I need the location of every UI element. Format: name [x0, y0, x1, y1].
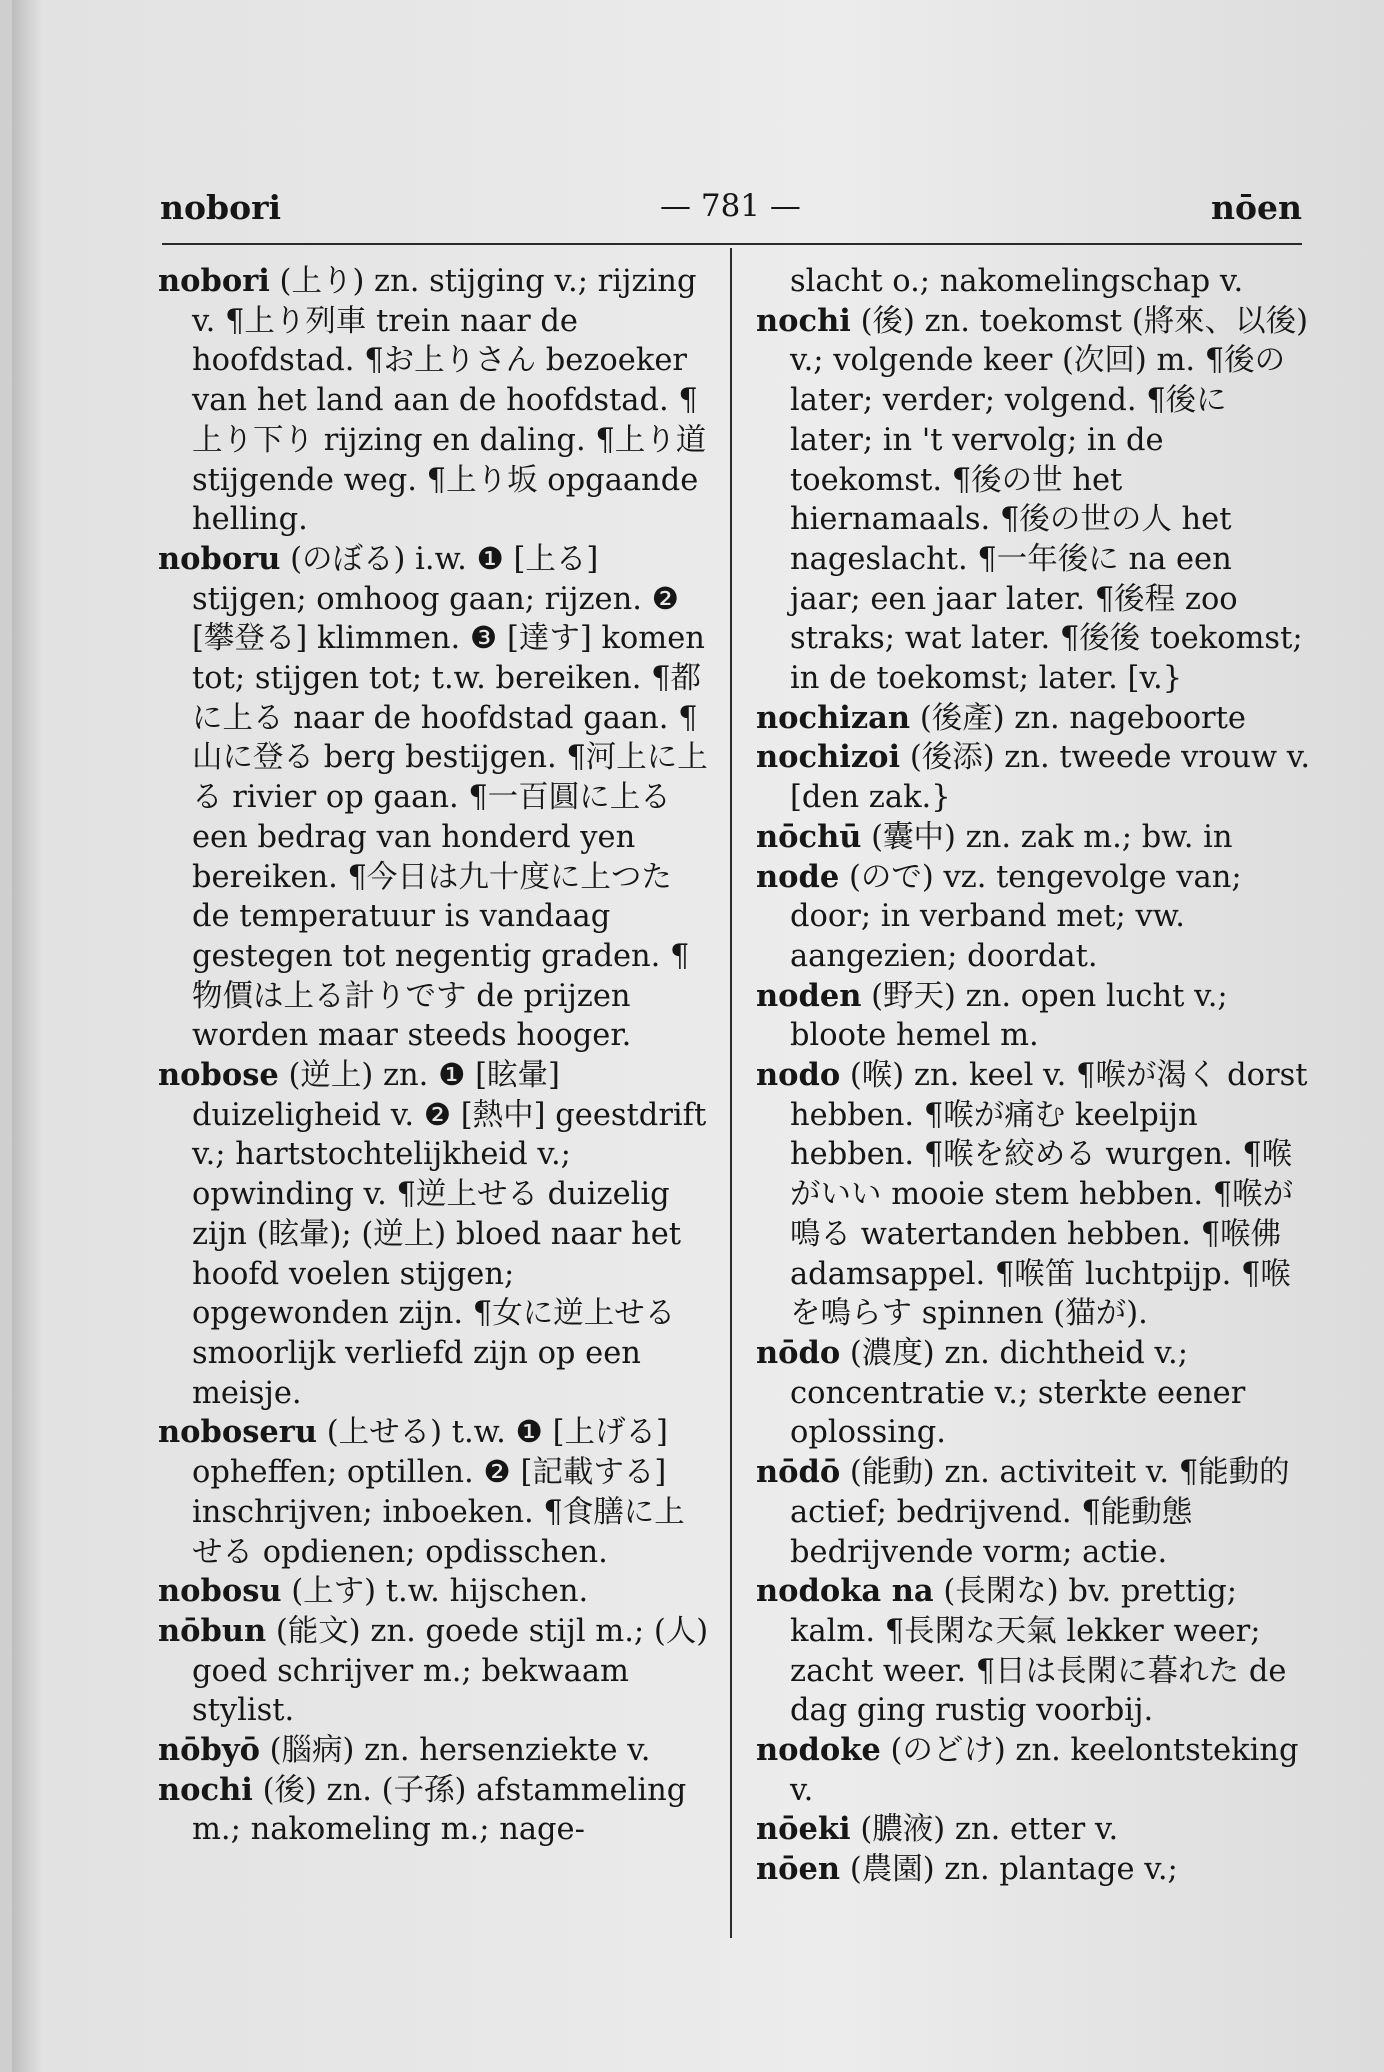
headword: nōdō [756, 1454, 841, 1491]
entry-body: (農園) zn. plantage v.; [849, 1852, 1178, 1888]
entry-body: (上り) zn. stijging v.; rijzing v. ¶上り列車 trein naar de hoofdstad. ¶お上りさん bezoeker van het land aan de hoofdstad. ¶上り下り rijzing en daling. ¶上り道 stijgende weg. ¶上り坂 opgaande helling. [192, 264, 707, 538]
entry-body: (後) zn. (子孫) afstammeling m.; nakomeling m.; nage- [192, 1772, 687, 1848]
entry-body: (囊中) zn. zak m.; bw. in [871, 819, 1233, 855]
headword: nochizoi [756, 739, 901, 776]
dictionary-entry [158, 262, 714, 540]
dictionary-entry [158, 1612, 714, 1731]
headword: nobosu [158, 1573, 282, 1610]
dictionary-entry [756, 1731, 1312, 1810]
page-number: — 781 — [660, 188, 801, 224]
headword: nōchū [756, 818, 862, 855]
dictionary-entry [756, 1572, 1312, 1731]
column-divider [730, 248, 732, 1938]
entry-body: (能動) zn. activiteit v. ¶能動的 actief; bedrijvend. ¶能動態 bedrijvende vorm; actie. [790, 1455, 1290, 1570]
entry-body: (腦病) zn. hersenziekte v. [269, 1733, 651, 1769]
dictionary-entry [756, 1850, 1312, 1890]
dictionary-entry [756, 1453, 1312, 1572]
right-column [756, 262, 1312, 1890]
dictionary-entry [756, 1334, 1312, 1453]
headword: node [756, 858, 840, 895]
entry-body: (のぼる) i.w. ❶ [上る] stijgen; omhoog gaan; rijzen. ❷ [攀登る] klimmen. ❸ [達す] komen tot; stijgen tot; t.w. bereiken. ¶都に上る naar de hoofdstad gaan. ¶山に登る berg bestijgen. ¶河上に上る rivier op gaan. ¶一百圓に上る een bedrag van honderd yen bereiken. ¶今日は九十度に上つた de temperatuur is vandaag gestegen tot negentig graden. ¶物價は上る計りです de prijzen worden maar steeds hooger. [192, 541, 708, 1054]
dictionary-entry [158, 1731, 714, 1771]
entry-body: (長閑な) bv. prettig; kalm. ¶長閑な天氣 lekker weer; zacht weer. ¶日は長閑に暮れた de dag ging rustig voorbij. [790, 1574, 1287, 1729]
entry-body: (上す) t.w. hijschen. [291, 1574, 589, 1610]
dictionary-page [12, 0, 1384, 2072]
headword: nōeki [756, 1811, 851, 1848]
headword: nōdo [756, 1334, 841, 1371]
headword: nodoke [756, 1732, 881, 1769]
entry-body: (のどけ) zn. keelontsteking v. [790, 1733, 1299, 1808]
headword: noden [756, 977, 862, 1014]
entry-body: (能文) zn. goede stijl m.; (人) goed schrijver m.; bekwaam stylist. [192, 1613, 709, 1729]
dictionary-entry [158, 1413, 714, 1572]
headword: nodo [756, 1057, 841, 1094]
entry-body: (後添) zn. tweede vrouw v. [den zak.} [790, 740, 1311, 816]
headword: nobori [158, 263, 270, 299]
dictionary-entry [756, 977, 1312, 1056]
headword: nodoka na [756, 1573, 934, 1610]
dictionary-entry [756, 818, 1312, 858]
left-guide-word: nobori [160, 188, 282, 227]
entry-body: slacht o.; nakomelingschap v. [790, 264, 1244, 299]
dictionary-entry-continuation [756, 262, 1312, 302]
headword: noboru [158, 540, 281, 577]
dictionary-entry [756, 699, 1312, 739]
headword: nochi [158, 1771, 253, 1808]
headword: nōbyō [158, 1732, 260, 1769]
dictionary-entry [756, 302, 1312, 699]
headword: nochizan [756, 699, 911, 736]
entry-body: (後產) zn. nageboorte [919, 700, 1246, 736]
right-guide-word: nōen [1211, 188, 1302, 227]
left-column [158, 262, 714, 1850]
dictionary-entry [756, 1056, 1312, 1334]
headword: nobose [158, 1057, 279, 1094]
dictionary-entry [158, 540, 714, 1056]
headword: nōen [756, 1851, 841, 1888]
entry-body: (膿液) zn. etter v. [860, 1812, 1119, 1848]
entry-body: (喉) zn. keel v. ¶喉が渴く dorst hebben. ¶喉が痛む keelpijn hebben. ¶喉を絞める wurgen. ¶喉がいい mooie stem hebben. ¶喉が鳴る watertanden hebben. ¶喉佛 adamsappel. ¶喉笛 luchtpijp. ¶喉を鳴らす spinnen (猫が). [790, 1058, 1308, 1332]
entry-body: (ので) vz. tengevolge van; door; in verband met; vw. aangezien; doordat. [790, 859, 1242, 974]
entry-body: (逆上) zn. ❶ [眩暈] duizeligheid v. ❷ [熱中] geestdrift v.; hartstochtelijkheid v.; opwinding v. ¶逆上せる duizelig zijn (眩暈); (逆上) bloed naar het hoofd voelen stijgen; opgewonden zijn. ¶女に逆上せる smoorlijk verliefd zijn op een meisje. [192, 1058, 707, 1411]
dictionary-entry [158, 1056, 714, 1413]
entry-body: (野天) zn. open lucht v.; bloote hemel m. [790, 978, 1228, 1054]
dictionary-entry [756, 738, 1312, 817]
entry-body: (後) zn. toekomst (將來、以後) v.; volgende keer (次回) m. ¶後の later; verder; volgend. ¶後に later; in 't vervolg; in de toekomst. ¶後の世 het hiernamaals. ¶後の世の人 het nageslacht. ¶一年後に na een jaar; een jaar later. ¶後程 zoo straks; wat later. ¶後後 toekomst; in de toekomst; later. [v.} [790, 303, 1308, 697]
header-rule [162, 243, 1302, 245]
dictionary-entry [756, 858, 1312, 977]
dictionary-entry [158, 1572, 714, 1612]
dictionary-entry [756, 1810, 1312, 1850]
headword: noboseru [158, 1414, 318, 1451]
headword: nōbun [158, 1612, 267, 1649]
page-header [160, 180, 1302, 230]
entry-body: (上せる) t.w. ❶ [上げる] opheffen; optillen. ❷ [記載する] inschrijven; inboeken. ¶食膳に上せる opdienen; opdisschen. [192, 1415, 685, 1570]
headword: nochi [756, 302, 851, 339]
entry-body: (濃度) zn. dichtheid v.; concentratie v.; sterkte eener oplossing. [790, 1335, 1246, 1451]
dictionary-entry [158, 1771, 714, 1850]
